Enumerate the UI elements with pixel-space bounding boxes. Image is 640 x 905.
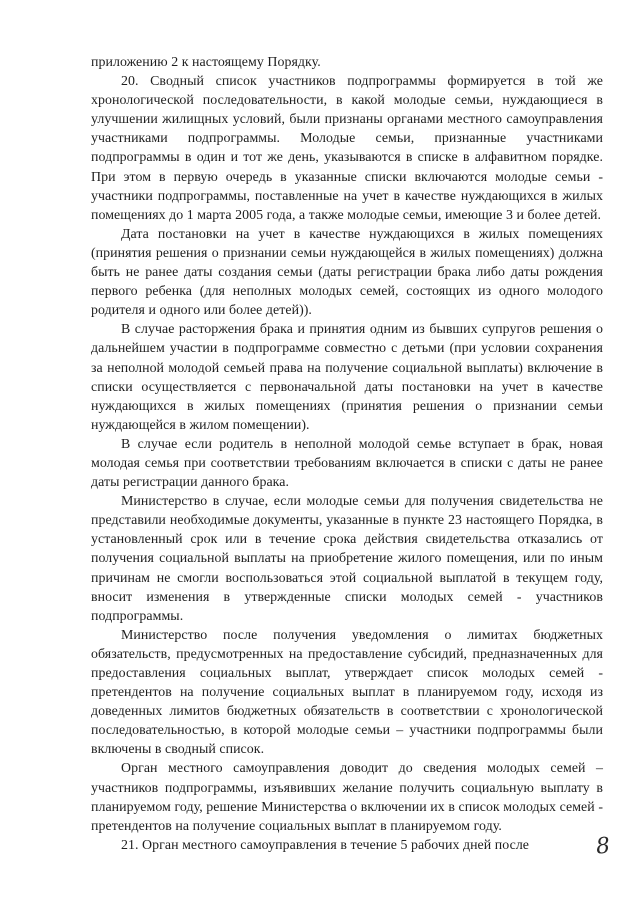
paragraph-divorce: В случае расторжения брака и принятия одним из бывших супругов решения о дальнейшем участии в подпрограмме совместно с детьми (при условии сохранения за неполной молодой семьей права на получение социальной выплаты) включение в списки осуществляется с первоначальной даты постановки на учет в качестве нуждающихся в жилых помещениях (принятия решения о признании семьи нуждающейся в жилом помещении). xyxy=(91,322,603,433)
paragraph-item-20: 20. Сводный список участников подпрограммы формируется в той же хронологической последовательности, в какой молодые семьи, нуждающиеся в улучшении жилищных условий, были признаны органами местного самоуправления участниками подпрограммы. Молодые семьи, признанные участниками подпрограммы в один и тот же день, указываются в списке в алфавитном порядке. При этом в первую очередь в указанные списки включаются молодые семьи - участники подпрограммы, поставленные на учет в качестве нуждающихся в жилых помещениях до 1 марта 2005 года, а также молодые семьи, имеющие 3 и более детей. xyxy=(91,74,603,223)
paragraph-ministry-changes: Министерство в случае, если молодые семьи для получения свидетельства не представили необходимые документы, указанные в пункте 23 настоящего Порядка, в установленный срок или в течение срока действия свидетельства отказались от получения социальной выплаты на приобретение жилого помещения, или по иным причинам не смогли воспользоваться этой социальной выплатой в текущем году, вносит изменения в утвержденные списки молодых семей - участников подпрограммы. xyxy=(91,494,603,624)
paragraph-ministry-limits: Министерство после получения уведомления о лимитах бюджетных обязательств, предусмотренных на предоставление субсидий, предназначенных для предоставления социальных выплат, утверждает список молодых семей - претендентов на получение социальных выплат в планируемом году, исходя из доведенных лимитов бюджетных обязательств в соответствии с хронологической последовательностью, в которой молодые семьи – участники подпрограммы были включены в сводный список. xyxy=(91,627,603,758)
paragraph-new-marriage: В случае если родитель в неполной молодой семье вступает в брак, новая молодая семья при соответствии требованиям включается в списки с даты не ранее даты регистрации данного брака. xyxy=(91,436,603,491)
paragraph-local-authority: Орган местного самоуправления доводит до сведения молодых семей – участников подпрограммы, изъявивших желание получить социальную выплату в планируемом году, решение Министерства о включении их в список молодых семей - претендентов на получение социальных выплат в планируемом году. xyxy=(91,761,603,834)
paragraph-registration-date: Дата постановки на учет в качестве нуждающихся в жилых помещениях (принятия решения о признании семьи нуждающейся в жилых помещениях) должна быть не ранее даты создания семьи (даты регистрации брака либо даты рождения первого ребенка (для неполных молодых семей, состоящих из одного молодого родителя и одного или более детей)). xyxy=(91,226,603,319)
page-number: 8 xyxy=(594,833,612,860)
paragraph-item-21: 21. Орган местного самоуправления в течение 5 рабочих дней после xyxy=(121,837,530,853)
paragraph-continuation: приложению 2 к настоящему Порядку. xyxy=(91,55,321,70)
document-body xyxy=(91,53,603,855)
